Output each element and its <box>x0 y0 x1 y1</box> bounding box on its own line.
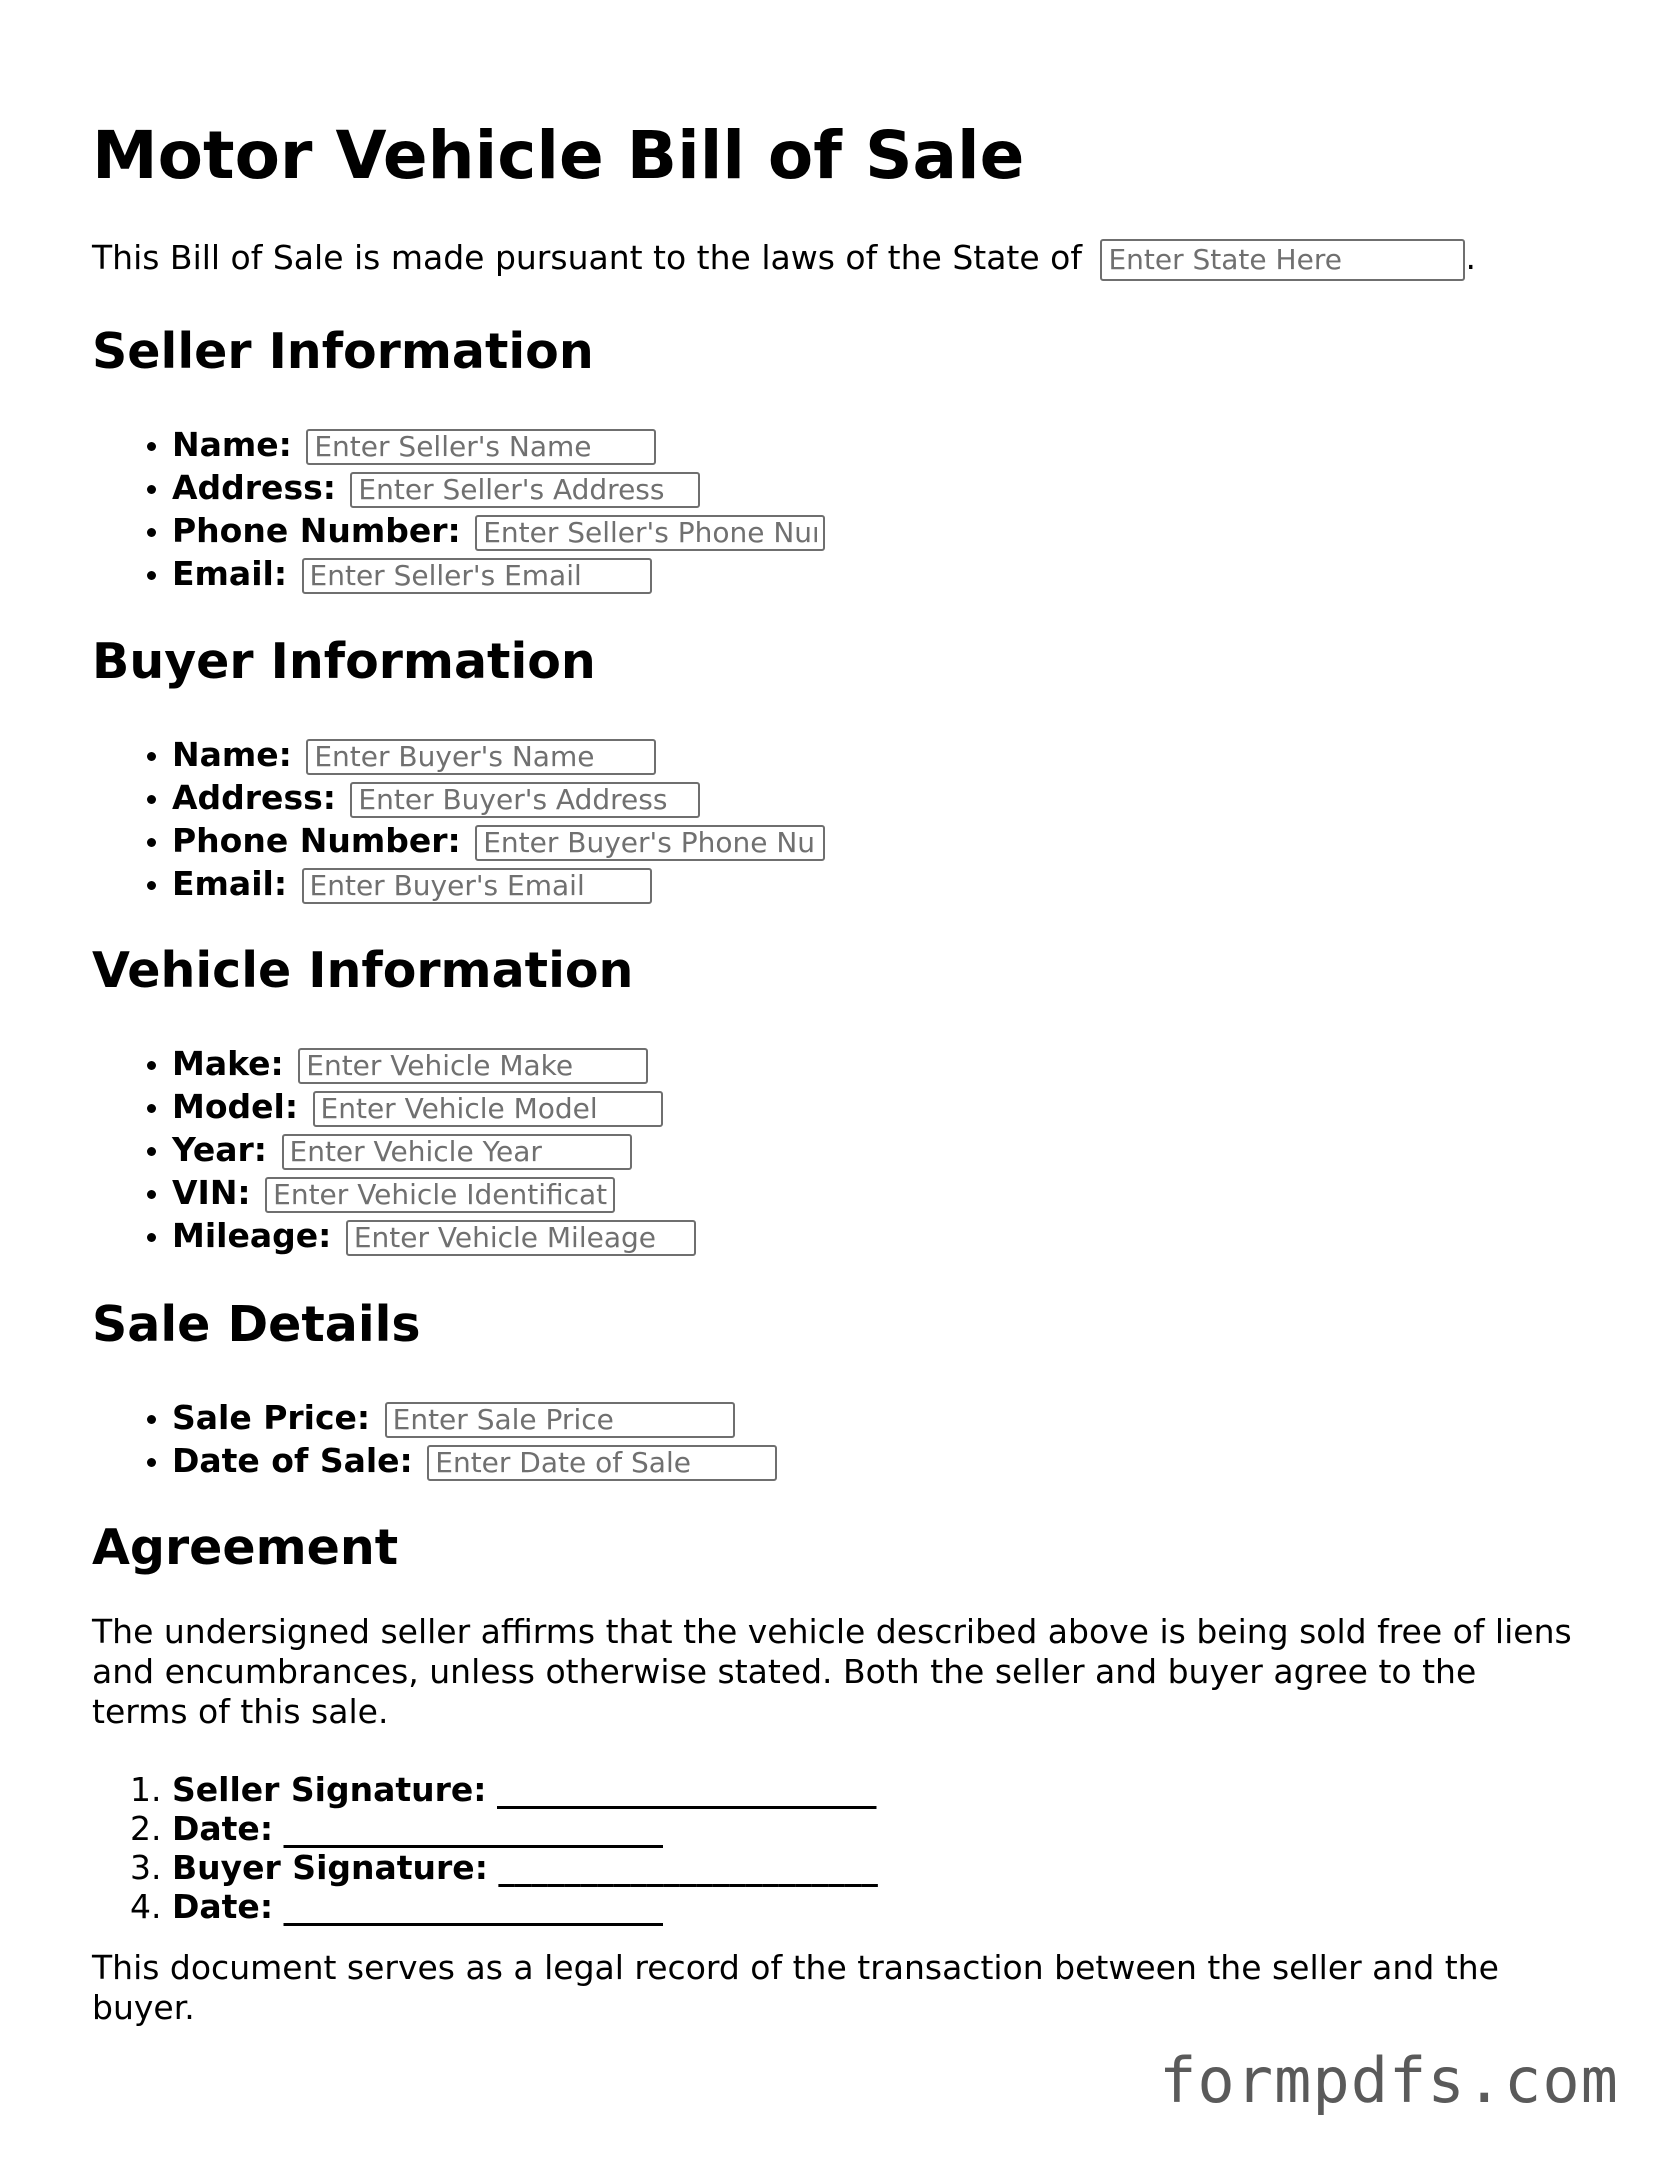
list-item <box>172 423 825 466</box>
vehicle-mileage-label: Mileage: <box>172 1216 332 1255</box>
buyer-address-input[interactable] <box>350 782 700 818</box>
buyer-signature-line: _______________________ <box>498 1848 878 1887</box>
list-item <box>172 1085 696 1128</box>
sale-heading: Sale Details <box>92 1296 421 1353</box>
vehicle-model-label: Model: <box>172 1087 299 1126</box>
list-item <box>172 1214 696 1257</box>
list-item <box>172 1848 878 1887</box>
list-item <box>172 1128 696 1171</box>
buyer-heading: Buyer Information <box>92 633 596 690</box>
list-item <box>172 1809 878 1848</box>
list-item <box>172 509 825 552</box>
list-item <box>172 1770 878 1809</box>
seller-phone-input[interactable] <box>475 515 825 551</box>
vehicle-make-input[interactable] <box>298 1048 648 1084</box>
vehicle-vin-input[interactable] <box>265 1177 615 1213</box>
seller-fields <box>92 423 825 595</box>
buyer-date-label: Date: <box>172 1887 274 1926</box>
sale-price-label: Sale Price: <box>172 1398 371 1437</box>
seller-address-label: Address: <box>172 468 336 507</box>
buyer-date-line: _______________________ <box>283 1887 664 1926</box>
buyer-address-label: Address: <box>172 778 336 817</box>
vehicle-model-input[interactable] <box>313 1091 663 1127</box>
seller-name-input[interactable] <box>306 429 656 465</box>
buyer-phone-input[interactable] <box>475 825 825 861</box>
vehicle-year-label: Year: <box>172 1130 267 1169</box>
vehicle-year-input[interactable] <box>282 1134 632 1170</box>
buyer-phone-label: Phone Number: <box>172 821 461 860</box>
intro-line <box>92 236 1476 281</box>
buyer-fields <box>92 733 825 905</box>
seller-heading: Seller Information <box>92 323 594 380</box>
sale-price-input[interactable] <box>385 1402 735 1438</box>
list-item <box>172 776 825 819</box>
seller-date-label: Date: <box>172 1809 274 1848</box>
seller-signature-line: _______________________ <box>497 1770 877 1809</box>
sale-date-input[interactable] <box>427 1445 777 1481</box>
vehicle-fields <box>92 1042 696 1257</box>
vehicle-mileage-input[interactable] <box>346 1220 696 1256</box>
buyer-signature-label: Buyer Signature: <box>172 1848 488 1887</box>
agreement-text: The undersigned seller affirms that the vehicle described above is being sold free of liens and encumbrances, unless otherwise stated. Both the seller and buyer agree to the terms of this sale. <box>92 1612 1572 1731</box>
list-item <box>172 862 825 905</box>
list-item <box>172 1396 777 1439</box>
page-title: Motor Vehicle Bill of Sale <box>92 117 1025 194</box>
list-item <box>172 1439 777 1482</box>
sale-date-label: Date of Sale: <box>172 1441 413 1480</box>
list-item <box>172 1042 696 1085</box>
buyer-email-label: Email: <box>172 864 288 903</box>
buyer-email-input[interactable] <box>302 868 652 904</box>
buyer-name-input[interactable] <box>306 739 656 775</box>
vehicle-heading: Vehicle Information <box>92 942 634 999</box>
list-item <box>172 1887 878 1926</box>
seller-address-input[interactable] <box>350 472 700 508</box>
watermark: formpdfs.com <box>1159 2044 1619 2117</box>
vehicle-make-label: Make: <box>172 1044 284 1083</box>
list-item <box>172 466 825 509</box>
agreement-heading: Agreement <box>92 1519 399 1576</box>
seller-date-line: _______________________ <box>283 1809 664 1848</box>
seller-email-label: Email: <box>172 554 288 593</box>
seller-email-input[interactable] <box>302 558 652 594</box>
buyer-name-label: Name: <box>172 735 292 774</box>
list-item <box>172 552 825 595</box>
list-item <box>172 733 825 776</box>
closing-text: This document serves as a legal record of the transaction between the seller and the buyer. <box>92 1948 1499 2027</box>
list-item <box>172 1171 696 1214</box>
seller-signature-label: Seller Signature: <box>172 1770 487 1809</box>
signature-list <box>92 1770 878 1926</box>
sale-fields <box>92 1396 777 1482</box>
state-input[interactable] <box>1100 239 1465 281</box>
seller-name-label: Name: <box>172 425 292 464</box>
intro-suffix: . <box>1465 238 1476 277</box>
intro-text: This Bill of Sale is made pursuant to the laws of the State of <box>92 238 1082 277</box>
vehicle-vin-label: VIN: <box>172 1173 251 1212</box>
seller-phone-label: Phone Number: <box>172 511 461 550</box>
list-item <box>172 819 825 862</box>
